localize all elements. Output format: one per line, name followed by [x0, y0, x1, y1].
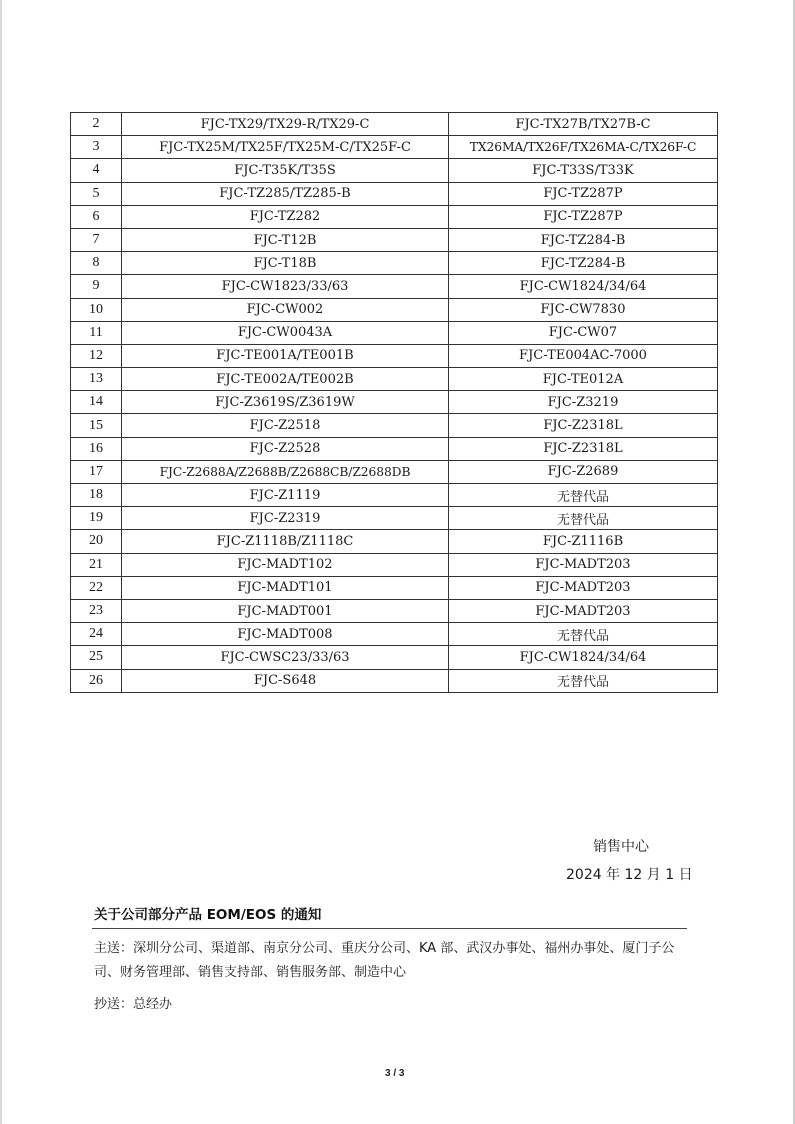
table-row	[71, 460, 718, 483]
row-number: 24	[71, 623, 122, 646]
replacement-product: FJC-T33S/T33K	[449, 159, 718, 182]
row-number: 8	[71, 252, 122, 275]
row-number: 20	[71, 530, 122, 553]
eol-product: FJC-T35K/T35S	[122, 159, 449, 182]
title-divider	[92, 928, 687, 929]
row-number: 4	[71, 159, 122, 182]
row-number: 6	[71, 205, 122, 228]
replacement-product: FJC-CW07	[449, 321, 718, 344]
table-row	[71, 553, 718, 576]
row-number: 3	[71, 136, 122, 159]
eol-product: FJC-TE002A/TE002B	[122, 368, 449, 391]
table-row	[71, 623, 718, 646]
replacement-product: FJC-TZ284-B	[449, 252, 718, 275]
replacement-product: FJC-TZ287P	[449, 182, 718, 205]
table-row	[71, 507, 718, 530]
row-number: 25	[71, 646, 122, 669]
table-row	[71, 298, 718, 321]
row-number: 15	[71, 414, 122, 437]
table-row	[71, 599, 718, 622]
replacement-product: FJC-MADT203	[449, 576, 718, 599]
row-number: 9	[71, 275, 122, 298]
eol-product: FJC-T12B	[122, 228, 449, 251]
page-edge-left	[0, 0, 2, 1124]
replacement-product: FJC-TZ284-B	[449, 228, 718, 251]
eol-product: FJC-Z2528	[122, 437, 449, 460]
table-row	[71, 414, 718, 437]
table-row	[71, 182, 718, 205]
row-number: 18	[71, 484, 122, 507]
replacement-product: FJC-CW1824/34/64	[449, 646, 718, 669]
table-row	[71, 228, 718, 251]
replacement-product: FJC-MADT203	[449, 599, 718, 622]
replacement-product: FJC-Z3219	[449, 391, 718, 414]
eol-product: FJC-TX29/TX29-R/TX29-C	[122, 113, 449, 136]
issuing-department: 销售中心	[593, 839, 649, 855]
eol-product: FJC-TX25M/TX25F/TX25M-C/TX25F-C	[122, 136, 449, 159]
row-number: 23	[71, 599, 122, 622]
table-row	[71, 344, 718, 367]
eol-product: FJC-Z1118B/Z1118C	[122, 530, 449, 553]
replacement-product: 无替代品	[449, 623, 718, 646]
table-row	[71, 252, 718, 275]
eol-product: FJC-TZ285/TZ285-B	[122, 182, 449, 205]
eol-product: FJC-CWSC23/33/63	[122, 646, 449, 669]
replacement-product: FJC-TE012A	[449, 368, 718, 391]
table-row	[71, 576, 718, 599]
row-number: 5	[71, 182, 122, 205]
eol-product: FJC-MADT001	[122, 599, 449, 622]
row-number: 10	[71, 298, 122, 321]
table-row	[71, 136, 718, 159]
eol-product: FJC-Z2688A/Z2688B/Z2688CB/Z2688DB	[122, 460, 449, 483]
row-number: 17	[71, 460, 122, 483]
eol-product: FJC-Z3619S/Z3619W	[122, 391, 449, 414]
eol-product: FJC-T18B	[122, 252, 449, 275]
table-row	[71, 275, 718, 298]
replacement-product: TX26MA/TX26F/TX26MA-C/TX26F-C	[449, 136, 718, 159]
row-number: 19	[71, 507, 122, 530]
cc-list: 抄送：总经办	[94, 997, 173, 1012]
row-number: 2	[71, 113, 122, 136]
eol-product: FJC-MADT102	[122, 553, 449, 576]
replacement-product: FJC-MADT203	[449, 553, 718, 576]
eol-product: FJC-Z1119	[122, 484, 449, 507]
row-number: 7	[71, 228, 122, 251]
row-number: 16	[71, 437, 122, 460]
row-number: 12	[71, 344, 122, 367]
replacement-product: FJC-Z2318L	[449, 414, 718, 437]
eol-product: FJC-CW0043A	[122, 321, 449, 344]
recipients-list: 主送：深圳分公司、渠道部、南京分公司、重庆分公司、KA 部、武汉办事处、福州办事处、厦门子公司、财务管理部、销售支持部、销售服务部、制造中心	[94, 941, 675, 980]
table-row	[71, 530, 718, 553]
replacement-product: FJC-TE004AC-7000	[449, 344, 718, 367]
page-number: 3 / 3	[385, 1068, 405, 1079]
eol-product: FJC-CW002	[122, 298, 449, 321]
replacement-product: FJC-Z2689	[449, 460, 718, 483]
replacement-product: 无替代品	[449, 669, 718, 692]
replacement-product: FJC-Z2318L	[449, 437, 718, 460]
table-row	[71, 646, 718, 669]
eol-product: FJC-TE001A/TE001B	[122, 344, 449, 367]
table-row	[71, 159, 718, 182]
eol-product: FJC-Z2319	[122, 507, 449, 530]
row-number: 22	[71, 576, 122, 599]
notice-title: 关于公司部分产品 EOM/EOS 的通知	[94, 907, 322, 923]
issue-date: 2024 年 12 月 1 日	[566, 867, 693, 883]
eol-product: FJC-Z2518	[122, 414, 449, 437]
replacement-product: FJC-TX27B/TX27B-C	[449, 113, 718, 136]
table-row	[71, 484, 718, 507]
replacement-product: FJC-Z1116B	[449, 530, 718, 553]
replacement-product: FJC-CW1824/34/64	[449, 275, 718, 298]
table-row	[71, 113, 718, 136]
replacement-product: 无替代品	[449, 507, 718, 530]
row-number: 26	[71, 669, 122, 692]
table-row	[71, 321, 718, 344]
replacement-product: FJC-TZ287P	[449, 205, 718, 228]
row-number: 13	[71, 368, 122, 391]
replacement-product: 无替代品	[449, 484, 718, 507]
table-row	[71, 368, 718, 391]
product-replacement-table	[70, 112, 718, 693]
table-row	[71, 391, 718, 414]
eol-product: FJC-MADT008	[122, 623, 449, 646]
eol-product: FJC-S648	[122, 669, 449, 692]
table-row	[71, 205, 718, 228]
eol-product: FJC-TZ282	[122, 205, 449, 228]
table-row	[71, 669, 718, 692]
row-number: 11	[71, 321, 122, 344]
row-number: 21	[71, 553, 122, 576]
row-number: 14	[71, 391, 122, 414]
eol-product: FJC-MADT101	[122, 576, 449, 599]
replacement-product: FJC-CW7830	[449, 298, 718, 321]
table-row	[71, 437, 718, 460]
eol-product: FJC-CW1823/33/63	[122, 275, 449, 298]
